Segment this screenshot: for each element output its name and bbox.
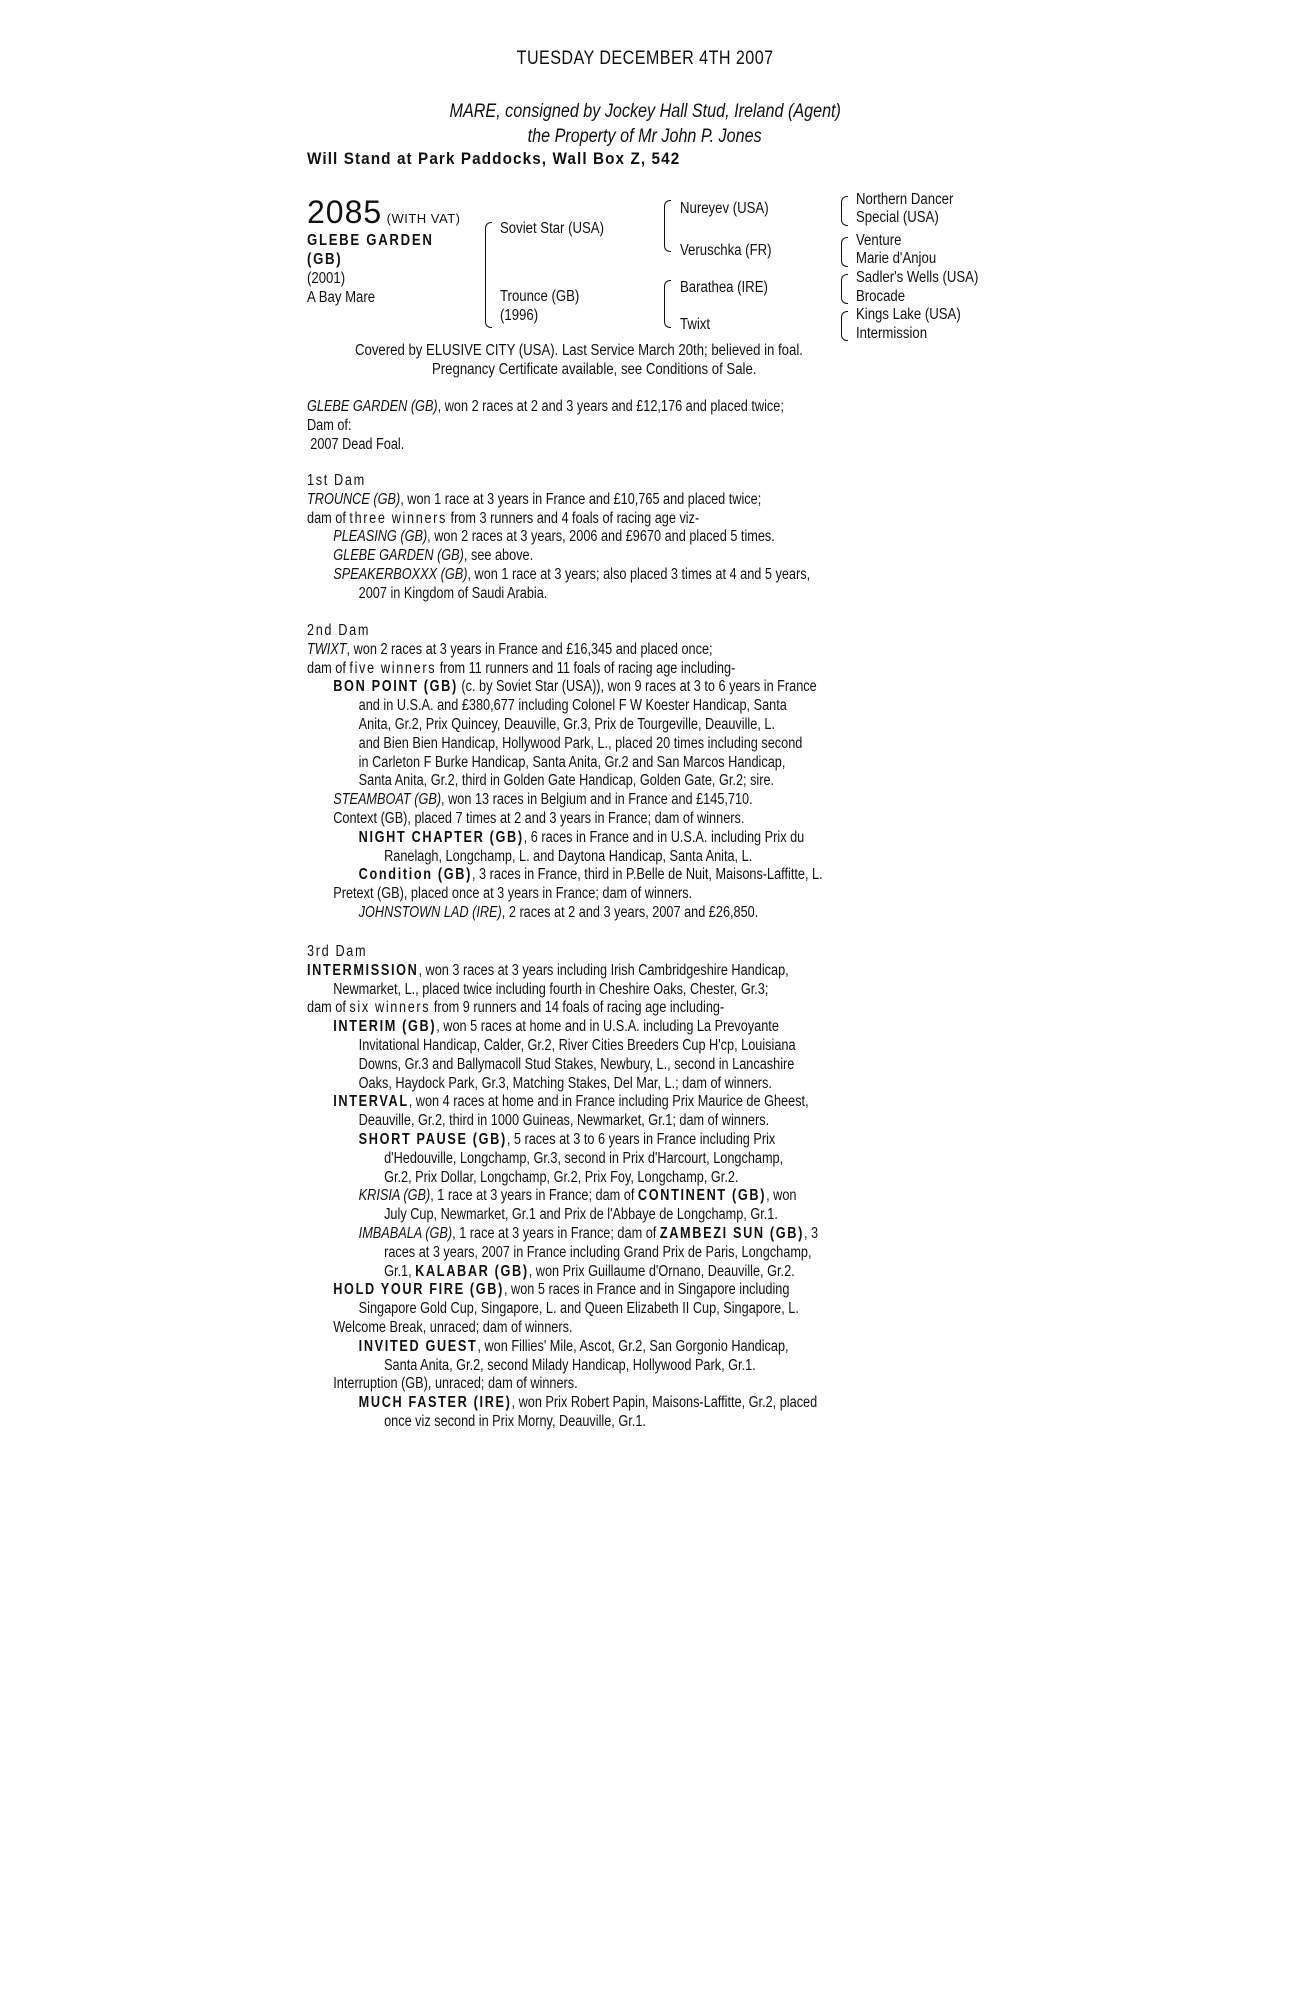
pedigree-sss: Northern Dancer xyxy=(856,191,954,208)
lot-number: 2085 xyxy=(307,194,383,230)
pedigree-sire: Soviet Star (USA) xyxy=(500,220,604,237)
vat-note: (WITH VAT) xyxy=(386,211,461,226)
pedigree-dss: Sadler's Wells (USA) xyxy=(856,269,979,286)
covered-line: Covered by ELUSIVE CITY (USA). Last Service March 20th; believed in foal. xyxy=(355,342,803,359)
brace-col3-1 xyxy=(841,196,848,226)
second-dam-section: 2nd Dam TWIXT, won 2 races at 3 years in France and £16,345 and placed once; dam of five winners from 11 runners and 11 foals of racing age including- BON POINT (GB) (c. by Soviet Star (USA)), won 9 races at 3 to 6 years in France and in U.S.A. and £380,677 including Colonel F W Koester Handicap, Santa Anita, Gr.2, Prix Quincey, Deauville, Gr.3, Prix de Tourgeville, Deauville, L. and Bien Bien Handicap, Hollywood Park, L., placed 20 times including second in Carleton F Burke Handicap, Santa Anita, Gr.2 and San Marcos Handicap, Santa Anita, Gr.2, third in Golden Gate Handicap, Golden Gate, Gr.2; sire. STEAMBOAT (GB), won 13 races in Belgium and in France and £145,710. Context (GB), placed 7 times at 2 and 3 years in France; dam of winners. NIGHT CHAPTER (GB), 6 races in France and in U.S.A. including Prix du Ranelagh, Longchamp, L. and Daytona Handicap, Santa Anita, L. Condition (GB), 3 races in France, third in P.Belle de Nuit, Maisons-Laffitte, L. Pretext (GB), placed once at 3 years in France; dam of winners. JOHNSTOWN LAD (IRE), 2 races at 2 and 3 years, 2007 and £26,850. xyxy=(307,622,823,921)
pedigree-dsd: Brocade xyxy=(856,288,906,305)
brace-col1 xyxy=(485,222,492,328)
pedigree-dam-sire: Barathea (IRE) xyxy=(680,279,768,296)
pedigree-ssd: Special (USA) xyxy=(856,209,939,226)
brace-col2-bottom xyxy=(664,280,671,328)
sale-date: TUESDAY DECEMBER 4TH 2007 xyxy=(516,48,774,69)
brace-col3-2 xyxy=(841,237,848,267)
brace-col3-4 xyxy=(841,311,848,341)
brace-col3-3 xyxy=(841,274,848,304)
pedigree-dam-dam: Twixt xyxy=(680,316,711,333)
pedigree-dds: Kings Lake (USA) xyxy=(856,306,961,323)
second-dam-heading: 2nd Dam xyxy=(307,622,371,639)
horse-country: (GB) xyxy=(307,251,343,268)
horse-description: A Bay Mare xyxy=(307,289,376,306)
lot-number-block xyxy=(307,194,460,231)
pregnancy-line: Pregnancy Certificate available, see Conditions of Sale. xyxy=(432,361,757,378)
brace-col2-top xyxy=(664,200,671,252)
horse-year: (2001) xyxy=(307,270,346,287)
property-line: the Property of Mr John P. Jones xyxy=(527,126,762,147)
consignor-line: MARE, consigned by Jockey Hall Stud, Ireland (Agent) xyxy=(449,101,841,122)
horse-name: GLEBE GARDEN xyxy=(307,232,434,249)
pedigree-sire-dam: Veruschka (FR) xyxy=(680,242,772,259)
first-dam-section: 1st Dam TROUNCE (GB), won 1 race at 3 years in France and £10,765 and placed twice; dam of three winners from 3 runners and 4 foals of racing age viz- PLEASING (GB), won 2 races at 3 years, 2006 and £9670 and placed 5 times. GLEBE GARDEN (GB), see above. SPEAKERBOXXX (GB), won 1 race at 3 years; also placed 3 times at 4 and 5 years, 2007 in Kingdom of Saudi Arabia. xyxy=(307,472,811,602)
third-dam-section: 3rd Dam INTERMISSION, won 3 races at 3 years including Irish Cambridgeshire Handicap, Newmarket, L., placed twice including fourth in Cheshire Oaks, Chester, Gr.3; dam of six winners from 9 runners and 14 foals of racing age including- INTERIM (GB), won 5 races at home and in U.S.A. including La Prevoyante Invitational Handicap, Calder, Gr.2, River Cities Breeders Cup H'cp, Louisiana Downs, Gr.3 and Ballymacoll Stud Stakes, Newbury, L., second in Lancashire Oaks, Haydock Park, Gr.3, Matching Stakes, Del Mar, L.; dam of winners. INTERVAL, won 4 races at home and in France including Prix Maurice de Gheest, Deauville, Gr.2, third in 1000 Guineas, Newmarket, Gr.1; dam of winners. SHORT PAUSE (GB), 5 races at 3 to 6 years in France including Prix d'Hedouville, Longchamp, Gr.3, second in Prix d'Harcourt, Longchamp, Gr.2, Prix Dollar, Longchamp, Gr.2, Prix Foy, Longchamp, Gr.2. KRISIA (GB), 1 race at 3 years in France; dam of CONTINENT (GB), won July Cup, Newmarket, Gr.1 and Prix de l'Abbaye de Longchamp, Gr.1. IMBABALA (GB), 1 race at 3 years in France; dam of ZAMBEZI SUN (GB), 3 races at 3 years, 2007 in France including Grand Prix de Paris, Longchamp, Gr.1, KALABAR (GB), won Prix Guillaume d'Ornano, Deauville, Gr.2. HOLD YOUR FIRE (GB), won 5 races in France and in Singapore including Singapore Gold Cup, Singapore, L. and Queen Elizabeth II Cup, Singapore, L. Welcome Break, unraced; dam of winners. INVITED GUEST, won Fillies' Mile, Ascot, Gr.2, San Gorgonio Handicap, Santa Anita, Gr.2, second Milady Handicap, Hollywood Park, Gr.1. Interruption (GB), unraced; dam of winners. MUCH FASTER (IRE), won Prix Robert Papin, Maisons-Laffitte, Gr.2, placed once viz second in Prix Morny, Deauville, Gr.1. xyxy=(307,943,819,1430)
pedigree-sdd: Marie d'Anjou xyxy=(856,250,937,267)
pedigree-ddd: Intermission xyxy=(856,325,928,342)
mare-section: GLEBE GARDEN (GB), won 2 races at 2 and 3 years and £12,176 and placed twice; Dam of: 2007 Dead Foal. xyxy=(307,398,784,453)
pedigree-dam-year: (1996) xyxy=(500,307,539,324)
stand-location: Will Stand at Park Paddocks, Wall Box Z, 542 xyxy=(307,149,681,168)
third-dam-heading: 3rd Dam xyxy=(307,943,368,960)
first-dam-heading: 1st Dam xyxy=(307,472,366,489)
pedigree-dam: Trounce (GB) xyxy=(500,288,580,305)
pedigree-sds: Venture xyxy=(856,232,902,249)
pedigree-sire-sire: Nureyev (USA) xyxy=(680,200,769,217)
